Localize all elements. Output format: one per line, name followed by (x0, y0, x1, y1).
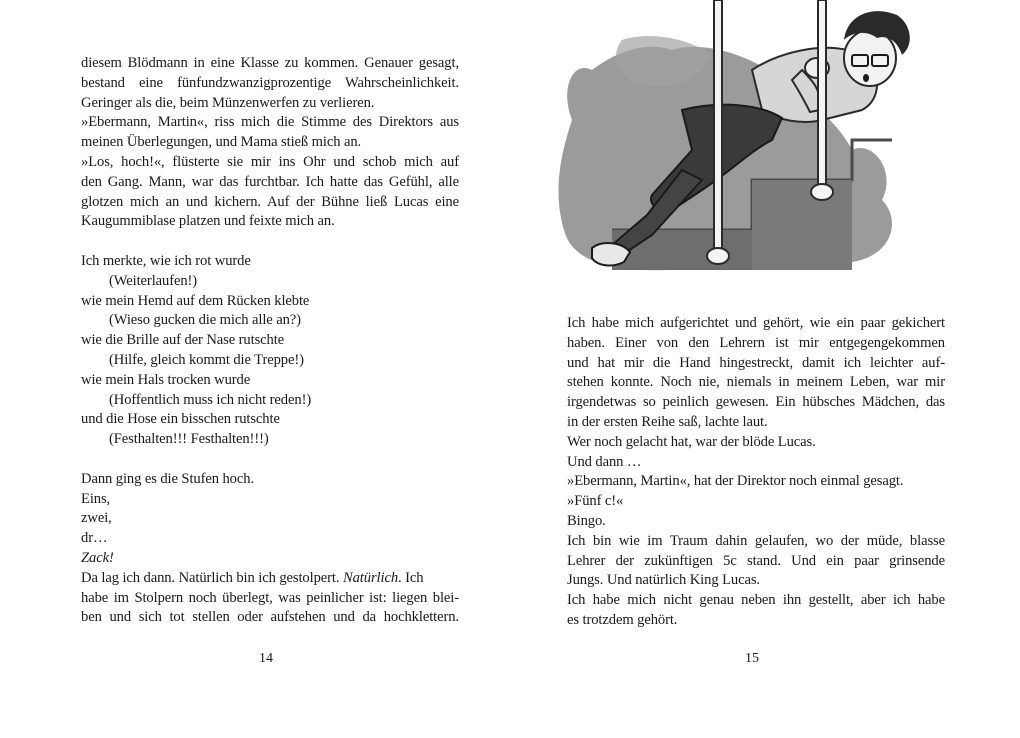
text-line: zwei, (81, 510, 112, 527)
text-line: »Fünf c!« (567, 493, 624, 510)
railing-pole-right (818, 0, 826, 190)
text-line: Ich bin wie im Traum dahin gelaufen, wo der müde, blasse (567, 532, 945, 549)
text-line-indented: (Hoffentlich muss ich nicht reden!) (109, 391, 312, 408)
text-line: und hat mir die Hand hingestreckt, damit ich leichter auf- (567, 354, 945, 371)
text-line: Jungs. Und natürlich King Lucas. (567, 572, 760, 589)
text-line: Geringer als die, beim Münzenwerfen zu verlieren. (81, 94, 375, 111)
text-line: »Ebermann, Martin«, hat der Direktor noch einmal gesagt. (567, 473, 904, 490)
pole-base-right (811, 184, 833, 200)
text-line: es trotzdem gehört. (567, 611, 678, 628)
text-line: Ich habe mich nicht genau neben ihn gestellt, aber ich habe (567, 592, 945, 609)
text-line: wie mein Hemd auf dem Rücken klebte (81, 292, 310, 309)
text-line: in der ersten Reihe saß, lachte laut. (567, 413, 768, 430)
text-line: glotzen mich an und kichern. Auf der Bühne ließ Lucas eine (81, 193, 459, 210)
text-line: »Ebermann, Martin«, riss mich die Stimme des Direktors aus (81, 114, 459, 131)
boy-shoe (592, 243, 630, 265)
text-line: diesem Blödmann in eine Klasse zu kommen. Genauer gesagt, (81, 55, 459, 71)
text-line: Lehrer der zukünftigen 5c stand. Und ein paar grinsende (567, 552, 945, 569)
text-line: Wer noch gelacht hat, war der blöde Lucas. (567, 433, 816, 450)
pole-base-left (707, 248, 729, 264)
text-line: Ich habe mich aufgerichtet und gehört, wie ein paar gekichert (567, 315, 945, 331)
page-number-right: 15 (745, 651, 759, 666)
text-line: stehen konnte. Noch nie, niemals in meinem Leben, war mir (567, 374, 945, 391)
text-line-indented: (Weiterlaufen!) (109, 272, 198, 289)
text-line: »Los, hoch!«, flüsterte sie mir ins Ohr und schob mich auf (81, 153, 459, 170)
text-line: Bingo. (567, 512, 606, 529)
page-number-left: 14 (259, 651, 273, 666)
text-line: den Gang. Mann, war das furchtbar. Ich hatte das Gefühl, alle (81, 173, 459, 190)
text-line: haben. Einer von den Lehrern ist mir entgegengekommen (567, 334, 945, 351)
text-line: Eins, (81, 490, 111, 507)
text-line: dr… (81, 530, 108, 547)
text-line: bestand eine fünfundzwanzigprozentige Wahrscheinlichkeit. (81, 74, 459, 91)
text-line: Ich merkte, wie ich rot wurde (81, 252, 251, 269)
paragraph-gap (81, 232, 459, 252)
text-line: Dann ging es die Stufen hoch. (81, 470, 255, 487)
text-line-indented: (Wieso gucken die mich alle an?) (109, 312, 301, 329)
paragraph-gap (81, 450, 459, 470)
text-run-italic: Natürlich (342, 569, 399, 586)
boy-on-stairs-illustration (552, 0, 928, 276)
text-line: wie mein Hals trocken wurde (81, 371, 251, 388)
left-page-text (81, 54, 459, 628)
text-line-indented: (Hilfe, gleich kommt die Treppe!) (109, 351, 304, 368)
text-line: irgendetwas so peinlich gewesen. Ein hübsches Mädchen, das (567, 394, 945, 411)
text-line-indented: (Festhalten!!! Festhalten!!!) (109, 431, 269, 448)
railing-pole-left (714, 0, 722, 252)
text-line: meinen Überlegungen, und Mama stieß mich an. (81, 134, 362, 151)
right-page-text (567, 314, 945, 631)
text-run: Da lag ich dann. Natürlich bin ich gestolpert. (81, 569, 343, 586)
boy-mouth (863, 74, 869, 82)
text-line: ben und sich tot stellen oder aufstehen und da hochklettern. (81, 609, 459, 626)
text-line: und die Hose ein bisschen rutschte (81, 411, 280, 428)
text-line: Kaugummiblase platzen und feixte mich an. (81, 213, 335, 230)
text-line: habe im Stolpern noch überlegt, was peinlicher ist: liegen blei- (81, 589, 459, 606)
text-line-italic: Zack! (81, 549, 114, 566)
text-run: . Ich (398, 569, 424, 586)
text-line-mixed (81, 569, 459, 589)
text-line: Und dann … (567, 453, 642, 470)
text-line: wie die Brille auf der Nase rutschte (81, 332, 285, 349)
stair-step (752, 180, 852, 270)
